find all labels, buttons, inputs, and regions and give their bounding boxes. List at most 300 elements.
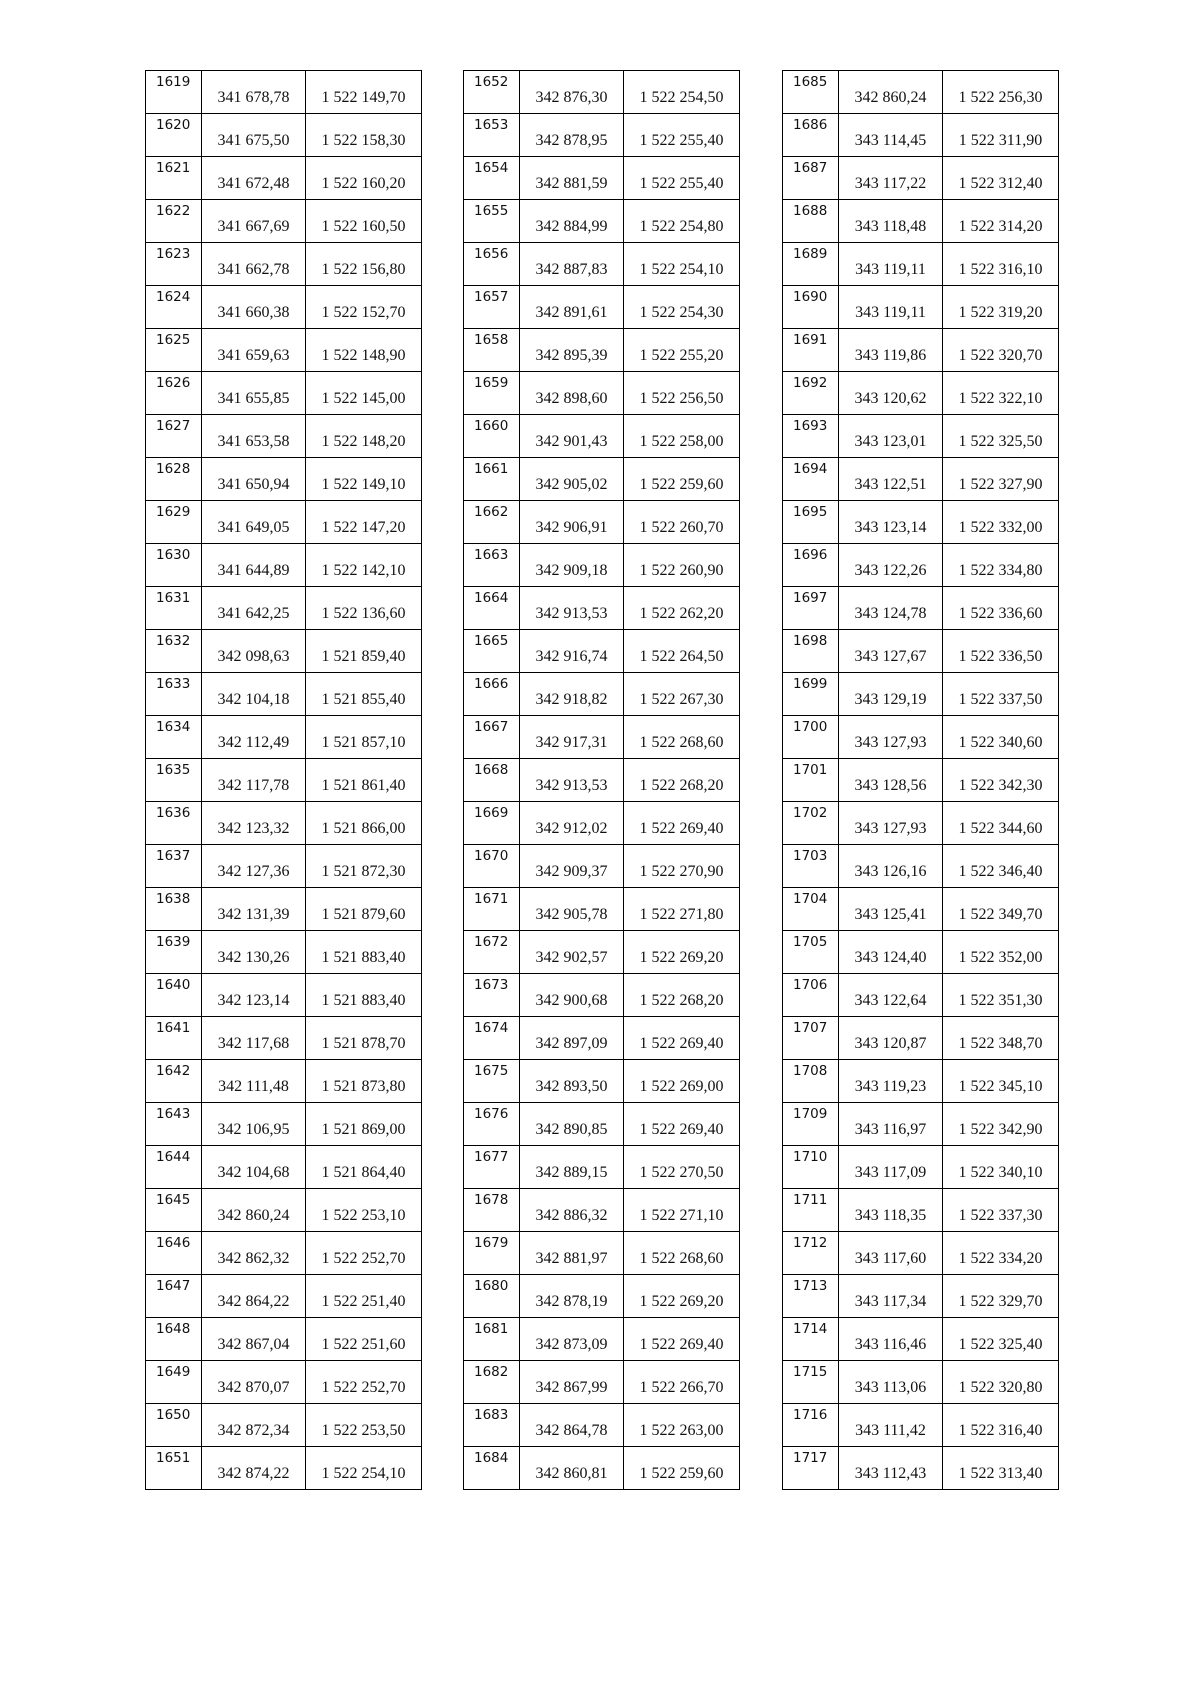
table-row (146, 888, 422, 931)
y-coordinate: 1 522 269,00 (624, 1060, 740, 1103)
y-coordinate: 1 522 255,40 (624, 157, 740, 200)
y-coordinate: 1 522 260,70 (624, 501, 740, 544)
point-number: 1640 (146, 974, 202, 1017)
x-coordinate: 341 653,58 (202, 415, 306, 458)
point-number: 1622 (146, 200, 202, 243)
point-number: 1672 (464, 931, 520, 974)
table-row (464, 888, 740, 931)
point-number: 1626 (146, 372, 202, 415)
x-coordinate: 341 678,78 (202, 71, 306, 114)
y-coordinate: 1 522 255,20 (624, 329, 740, 372)
table-row (783, 1060, 1059, 1103)
y-coordinate: 1 521 861,40 (306, 759, 422, 802)
point-number: 1670 (464, 845, 520, 888)
table-row (146, 630, 422, 673)
x-coordinate: 342 867,99 (520, 1361, 624, 1404)
table-row (464, 1318, 740, 1361)
x-coordinate: 343 116,46 (839, 1318, 943, 1361)
table-row (146, 1447, 422, 1490)
point-number: 1704 (783, 888, 839, 931)
x-coordinate: 342 890,85 (520, 1103, 624, 1146)
table-row (783, 372, 1059, 415)
y-coordinate: 1 522 316,10 (943, 243, 1059, 286)
table-row (783, 931, 1059, 974)
point-number: 1658 (464, 329, 520, 372)
x-coordinate: 343 125,41 (839, 888, 943, 931)
table-row (783, 1146, 1059, 1189)
x-coordinate: 342 878,19 (520, 1275, 624, 1318)
y-coordinate: 1 522 270,90 (624, 845, 740, 888)
table-row (464, 974, 740, 1017)
x-coordinate: 341 655,85 (202, 372, 306, 415)
table-row (783, 1275, 1059, 1318)
x-coordinate: 342 873,09 (520, 1318, 624, 1361)
y-coordinate: 1 522 149,70 (306, 71, 422, 114)
point-number: 1647 (146, 1275, 202, 1318)
x-coordinate: 342 906,91 (520, 501, 624, 544)
point-number: 1683 (464, 1404, 520, 1447)
x-coordinate: 342 909,37 (520, 845, 624, 888)
point-number: 1708 (783, 1060, 839, 1103)
point-number: 1699 (783, 673, 839, 716)
point-number: 1679 (464, 1232, 520, 1275)
y-coordinate: 1 522 316,40 (943, 1404, 1059, 1447)
point-number: 1663 (464, 544, 520, 587)
x-coordinate: 343 119,11 (839, 286, 943, 329)
point-number: 1625 (146, 329, 202, 372)
y-coordinate: 1 522 251,40 (306, 1275, 422, 1318)
x-coordinate: 343 120,62 (839, 372, 943, 415)
table-body (146, 71, 422, 1490)
x-coordinate: 343 119,11 (839, 243, 943, 286)
table-body (783, 71, 1059, 1490)
table-row (464, 1275, 740, 1318)
x-coordinate: 342 104,68 (202, 1146, 306, 1189)
point-number: 1676 (464, 1103, 520, 1146)
point-number: 1693 (783, 415, 839, 458)
table-row (146, 157, 422, 200)
x-coordinate: 342 901,43 (520, 415, 624, 458)
x-coordinate: 343 124,78 (839, 587, 943, 630)
y-coordinate: 1 521 857,10 (306, 716, 422, 759)
table-row (464, 243, 740, 286)
table-row (464, 1060, 740, 1103)
y-coordinate: 1 522 256,30 (943, 71, 1059, 114)
y-coordinate: 1 521 855,40 (306, 673, 422, 716)
table-row (783, 673, 1059, 716)
point-number: 1646 (146, 1232, 202, 1275)
y-coordinate: 1 522 334,80 (943, 544, 1059, 587)
table-row (146, 1189, 422, 1232)
point-number: 1691 (783, 329, 839, 372)
point-number: 1678 (464, 1189, 520, 1232)
table-row (146, 845, 422, 888)
point-number: 1687 (783, 157, 839, 200)
table-row (146, 931, 422, 974)
x-coordinate: 342 123,14 (202, 974, 306, 1017)
point-number: 1654 (464, 157, 520, 200)
point-number: 1656 (464, 243, 520, 286)
table-row (464, 458, 740, 501)
x-coordinate: 343 119,86 (839, 329, 943, 372)
y-coordinate: 1 522 254,30 (624, 286, 740, 329)
table-row (146, 1361, 422, 1404)
x-coordinate: 343 122,64 (839, 974, 943, 1017)
point-number: 1648 (146, 1318, 202, 1361)
y-coordinate: 1 522 337,50 (943, 673, 1059, 716)
x-coordinate: 342 913,53 (520, 587, 624, 630)
table-row (146, 1103, 422, 1146)
x-coordinate: 343 117,22 (839, 157, 943, 200)
y-coordinate: 1 521 883,40 (306, 974, 422, 1017)
point-number: 1717 (783, 1447, 839, 1490)
table-row (464, 1404, 740, 1447)
point-number: 1653 (464, 114, 520, 157)
point-number: 1627 (146, 415, 202, 458)
y-coordinate: 1 521 878,70 (306, 1017, 422, 1060)
y-coordinate: 1 521 872,30 (306, 845, 422, 888)
point-number: 1700 (783, 716, 839, 759)
table-row (146, 759, 422, 802)
table-row (146, 587, 422, 630)
point-number: 1664 (464, 587, 520, 630)
point-number: 1711 (783, 1189, 839, 1232)
x-coordinate: 342 909,18 (520, 544, 624, 587)
x-coordinate: 342 887,83 (520, 243, 624, 286)
y-coordinate: 1 522 251,60 (306, 1318, 422, 1361)
y-coordinate: 1 522 320,80 (943, 1361, 1059, 1404)
point-number: 1686 (783, 114, 839, 157)
y-coordinate: 1 522 263,00 (624, 1404, 740, 1447)
y-coordinate: 1 522 340,10 (943, 1146, 1059, 1189)
y-coordinate: 1 522 269,40 (624, 802, 740, 845)
y-coordinate: 1 522 259,60 (624, 458, 740, 501)
point-number: 1660 (464, 415, 520, 458)
y-coordinate: 1 522 158,30 (306, 114, 422, 157)
point-number: 1685 (783, 71, 839, 114)
x-coordinate: 342 876,30 (520, 71, 624, 114)
point-number: 1682 (464, 1361, 520, 1404)
y-coordinate: 1 522 319,20 (943, 286, 1059, 329)
table-row (783, 458, 1059, 501)
point-number: 1681 (464, 1318, 520, 1361)
y-coordinate: 1 522 147,20 (306, 501, 422, 544)
y-coordinate: 1 522 269,20 (624, 931, 740, 974)
x-coordinate: 343 117,09 (839, 1146, 943, 1189)
y-coordinate: 1 522 312,40 (943, 157, 1059, 200)
x-coordinate: 342 112,49 (202, 716, 306, 759)
table-row (464, 71, 740, 114)
y-coordinate: 1 522 322,10 (943, 372, 1059, 415)
point-number: 1697 (783, 587, 839, 630)
point-number: 1636 (146, 802, 202, 845)
table-row (783, 587, 1059, 630)
y-coordinate: 1 522 349,70 (943, 888, 1059, 931)
x-coordinate: 342 905,78 (520, 888, 624, 931)
point-number: 1624 (146, 286, 202, 329)
x-coordinate: 343 122,26 (839, 544, 943, 587)
table-row (146, 415, 422, 458)
point-number: 1619 (146, 71, 202, 114)
table-row (146, 1275, 422, 1318)
table-row (146, 1146, 422, 1189)
x-coordinate: 343 114,45 (839, 114, 943, 157)
table-row (783, 974, 1059, 1017)
y-coordinate: 1 522 136,60 (306, 587, 422, 630)
point-number: 1629 (146, 501, 202, 544)
table-row (464, 759, 740, 802)
x-coordinate: 342 912,02 (520, 802, 624, 845)
y-coordinate: 1 522 342,90 (943, 1103, 1059, 1146)
point-number: 1643 (146, 1103, 202, 1146)
x-coordinate: 342 905,02 (520, 458, 624, 501)
table-row (146, 974, 422, 1017)
y-coordinate: 1 522 253,50 (306, 1404, 422, 1447)
y-coordinate: 1 522 156,80 (306, 243, 422, 286)
table-row (464, 544, 740, 587)
x-coordinate: 342 860,24 (202, 1189, 306, 1232)
x-coordinate: 342 893,50 (520, 1060, 624, 1103)
table-row (783, 1447, 1059, 1490)
point-number: 1639 (146, 931, 202, 974)
y-coordinate: 1 522 351,30 (943, 974, 1059, 1017)
point-number: 1680 (464, 1275, 520, 1318)
point-number: 1684 (464, 1447, 520, 1490)
point-number: 1635 (146, 759, 202, 802)
x-coordinate: 342 860,24 (839, 71, 943, 114)
table-row (146, 458, 422, 501)
x-coordinate: 342 867,04 (202, 1318, 306, 1361)
y-coordinate: 1 522 258,00 (624, 415, 740, 458)
y-coordinate: 1 522 345,10 (943, 1060, 1059, 1103)
table-row (783, 415, 1059, 458)
point-number: 1650 (146, 1404, 202, 1447)
point-number: 1655 (464, 200, 520, 243)
y-coordinate: 1 522 268,60 (624, 1232, 740, 1275)
table-row (783, 630, 1059, 673)
table-row (146, 1060, 422, 1103)
point-number: 1661 (464, 458, 520, 501)
x-coordinate: 342 872,34 (202, 1404, 306, 1447)
point-number: 1633 (146, 673, 202, 716)
table-row (464, 845, 740, 888)
x-coordinate: 343 117,34 (839, 1275, 943, 1318)
y-coordinate: 1 522 352,00 (943, 931, 1059, 974)
x-coordinate: 342 098,63 (202, 630, 306, 673)
point-number: 1689 (783, 243, 839, 286)
table-row (783, 1404, 1059, 1447)
y-coordinate: 1 522 325,40 (943, 1318, 1059, 1361)
x-coordinate: 342 891,61 (520, 286, 624, 329)
x-coordinate: 341 659,63 (202, 329, 306, 372)
x-coordinate: 341 662,78 (202, 243, 306, 286)
x-coordinate: 342 895,39 (520, 329, 624, 372)
point-number: 1637 (146, 845, 202, 888)
point-number: 1713 (783, 1275, 839, 1318)
table-row (783, 759, 1059, 802)
y-coordinate: 1 522 271,80 (624, 888, 740, 931)
table-row (464, 1103, 740, 1146)
point-number: 1703 (783, 845, 839, 888)
point-number: 1657 (464, 286, 520, 329)
x-coordinate: 343 124,40 (839, 931, 943, 974)
table-row (783, 1017, 1059, 1060)
x-coordinate: 342 889,15 (520, 1146, 624, 1189)
table-row (464, 1232, 740, 1275)
x-coordinate: 343 111,42 (839, 1404, 943, 1447)
table-row (464, 286, 740, 329)
point-number: 1667 (464, 716, 520, 759)
y-coordinate: 1 522 313,40 (943, 1447, 1059, 1490)
y-coordinate: 1 522 254,10 (624, 243, 740, 286)
x-coordinate: 343 123,14 (839, 501, 943, 544)
point-number: 1669 (464, 802, 520, 845)
table-row (146, 501, 422, 544)
table-row (464, 630, 740, 673)
point-number: 1677 (464, 1146, 520, 1189)
table-row (146, 1318, 422, 1361)
point-number: 1649 (146, 1361, 202, 1404)
x-coordinate: 342 127,36 (202, 845, 306, 888)
y-coordinate: 1 521 864,40 (306, 1146, 422, 1189)
x-coordinate: 342 874,22 (202, 1447, 306, 1490)
x-coordinate: 342 104,18 (202, 673, 306, 716)
table-row (464, 673, 740, 716)
y-coordinate: 1 521 869,00 (306, 1103, 422, 1146)
table-row (146, 71, 422, 114)
y-coordinate: 1 522 337,30 (943, 1189, 1059, 1232)
x-coordinate: 342 916,74 (520, 630, 624, 673)
x-coordinate: 342 870,07 (202, 1361, 306, 1404)
table-row (146, 114, 422, 157)
point-number: 1690 (783, 286, 839, 329)
table-row (146, 243, 422, 286)
table-row (783, 286, 1059, 329)
point-number: 1702 (783, 802, 839, 845)
point-number: 1714 (783, 1318, 839, 1361)
table-row (464, 1146, 740, 1189)
table-row (146, 673, 422, 716)
table-row (464, 372, 740, 415)
y-coordinate: 1 522 254,50 (624, 71, 740, 114)
table-row (146, 372, 422, 415)
x-coordinate: 342 106,95 (202, 1103, 306, 1146)
x-coordinate: 342 862,32 (202, 1232, 306, 1275)
x-coordinate: 342 913,53 (520, 759, 624, 802)
point-number: 1628 (146, 458, 202, 501)
table-row (146, 1404, 422, 1447)
table-row (783, 716, 1059, 759)
y-coordinate: 1 522 344,60 (943, 802, 1059, 845)
x-coordinate: 343 112,43 (839, 1447, 943, 1490)
x-coordinate: 343 128,56 (839, 759, 943, 802)
y-coordinate: 1 522 254,10 (306, 1447, 422, 1490)
y-coordinate: 1 522 269,40 (624, 1103, 740, 1146)
table-row (464, 157, 740, 200)
y-coordinate: 1 522 142,10 (306, 544, 422, 587)
table-row (146, 544, 422, 587)
x-coordinate: 343 127,93 (839, 716, 943, 759)
point-number: 1638 (146, 888, 202, 931)
x-coordinate: 342 918,82 (520, 673, 624, 716)
table-row (146, 329, 422, 372)
x-coordinate: 343 129,19 (839, 673, 943, 716)
table-row (783, 114, 1059, 157)
table-row (146, 1232, 422, 1275)
y-coordinate: 1 522 336,50 (943, 630, 1059, 673)
table-row (464, 587, 740, 630)
y-coordinate: 1 522 268,20 (624, 974, 740, 1017)
point-number: 1698 (783, 630, 839, 673)
y-coordinate: 1 522 336,60 (943, 587, 1059, 630)
y-coordinate: 1 522 262,20 (624, 587, 740, 630)
point-number: 1671 (464, 888, 520, 931)
x-coordinate: 343 118,48 (839, 200, 943, 243)
y-coordinate: 1 522 269,40 (624, 1318, 740, 1361)
table-row (783, 802, 1059, 845)
point-number: 1632 (146, 630, 202, 673)
coordinates-table-1 (145, 70, 422, 1490)
point-number: 1668 (464, 759, 520, 802)
table-row (783, 501, 1059, 544)
x-coordinate: 343 127,93 (839, 802, 943, 845)
point-number: 1688 (783, 200, 839, 243)
y-coordinate: 1 522 340,60 (943, 716, 1059, 759)
point-number: 1695 (783, 501, 839, 544)
point-number: 1709 (783, 1103, 839, 1146)
point-number: 1642 (146, 1060, 202, 1103)
point-number: 1641 (146, 1017, 202, 1060)
x-coordinate: 342 884,99 (520, 200, 624, 243)
x-coordinate: 342 900,68 (520, 974, 624, 1017)
table-row (146, 286, 422, 329)
table-row (464, 415, 740, 458)
y-coordinate: 1 522 260,90 (624, 544, 740, 587)
table-row (783, 329, 1059, 372)
table-row (464, 501, 740, 544)
y-coordinate: 1 521 883,40 (306, 931, 422, 974)
x-coordinate: 341 660,38 (202, 286, 306, 329)
y-coordinate: 1 522 270,50 (624, 1146, 740, 1189)
x-coordinate: 342 117,78 (202, 759, 306, 802)
point-number: 1674 (464, 1017, 520, 1060)
y-coordinate: 1 522 346,40 (943, 845, 1059, 888)
x-coordinate: 342 917,31 (520, 716, 624, 759)
table-row (146, 1017, 422, 1060)
y-coordinate: 1 522 314,20 (943, 200, 1059, 243)
point-number: 1621 (146, 157, 202, 200)
x-coordinate: 342 881,59 (520, 157, 624, 200)
x-coordinate: 342 897,09 (520, 1017, 624, 1060)
y-coordinate: 1 522 311,90 (943, 114, 1059, 157)
table-row (783, 243, 1059, 286)
point-number: 1630 (146, 544, 202, 587)
x-coordinate: 343 127,67 (839, 630, 943, 673)
table-row (783, 1361, 1059, 1404)
y-coordinate: 1 522 145,00 (306, 372, 422, 415)
point-number: 1692 (783, 372, 839, 415)
table-row (783, 200, 1059, 243)
x-coordinate: 342 860,81 (520, 1447, 624, 1490)
y-coordinate: 1 522 342,30 (943, 759, 1059, 802)
x-coordinate: 342 117,68 (202, 1017, 306, 1060)
x-coordinate: 343 122,51 (839, 458, 943, 501)
y-coordinate: 1 522 268,20 (624, 759, 740, 802)
table-row (464, 1447, 740, 1490)
point-number: 1707 (783, 1017, 839, 1060)
y-coordinate: 1 522 269,20 (624, 1275, 740, 1318)
y-coordinate: 1 522 252,70 (306, 1232, 422, 1275)
